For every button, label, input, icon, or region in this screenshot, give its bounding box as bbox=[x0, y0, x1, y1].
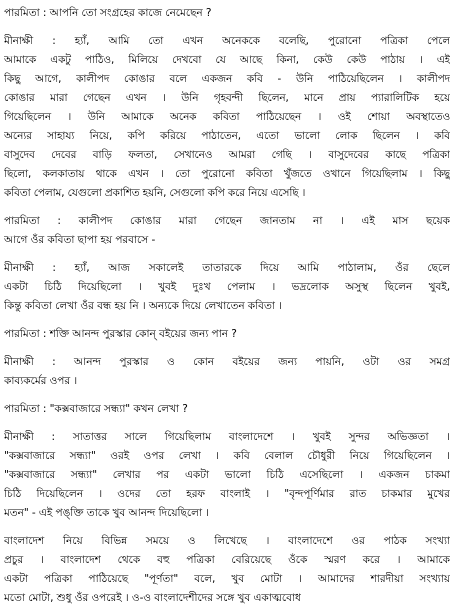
text-line: অন্যের সাহায্য নিয়ে, কপি করিয়ে পাঠাতেন, এতো ভালো লোক ছিলেন । কবি bbox=[4, 130, 450, 142]
text-line: মীনাক্ষী : হ্যাঁ, আজ সকালেই তাতারকে দিয়ে আমি পাঠালাম, ওঁর ছেলে bbox=[4, 262, 450, 274]
paragraph bbox=[4, 400, 450, 419]
text-line: প্রচুর । বাংলাদেশ থেকে বহু পত্রিকা বেরিয়েছে ওঁকে স্মরণ করে । আমাকে bbox=[4, 554, 450, 566]
text-line: পারমিতা : আপনি তো সংগ্রহের কাজে নেমেছেন ? bbox=[4, 7, 212, 19]
text-line: একটা চিঠি দিয়েছিলো । খুবই দুঃখ পেলাম । ভদ্রলোক অসুস্থ ছিলেন খুবই, bbox=[4, 281, 450, 293]
paragraph bbox=[4, 212, 450, 250]
paragraph bbox=[4, 532, 450, 608]
paragraph bbox=[4, 428, 450, 523]
text-line: কবিতা পেলাম, যেগুলো প্রকাশিত হয়নি, সেগুলো কপি করে নিয়ে এসেছি । bbox=[4, 187, 306, 199]
text-line: আগে ওঁর কবিতা ছাপা হয় পরবাসে - bbox=[4, 234, 156, 246]
text-line: কিন্তু কবিতা লেখা ওঁর বন্ধ হয় নি । অন্যকে দিয়ে লেখাতেন কবিতা । bbox=[4, 300, 282, 312]
paragraph bbox=[4, 4, 450, 23]
text-line: "কক্সবাজারে সন্ধ্যা" লেখার পর একটা ভালো চিঠি এসেছিলো । একজন চাকমা bbox=[4, 469, 450, 481]
text-line: একটা পত্রিকা পাঠিয়েছে "পূর্ণতা" বলে, খুব মোটা । আমাদের শারদীয়া সংখ্যায় bbox=[4, 573, 450, 585]
paragraph bbox=[4, 259, 450, 316]
text-line: ছিলো, কলকাতায় থাকে এখন । তো পুরোনো কবিতা খুঁজতে ওখানে গিয়েছিলাম । কিছু bbox=[4, 168, 450, 180]
text-line: বাংলাদেশ নিয়ে বিভিন্ন সময়ে ও লিখেছে । বাংলাদেশে ওর পাঠক সংখ্যা bbox=[4, 535, 450, 547]
text-line: কোঙার মারা গেছেন এখন । উনি গৃহবন্দী ছিলেন, মানে প্রায় প্যারালিটিক হয়ে bbox=[4, 92, 450, 104]
text-line: চিঠি দিয়েছিলেন । ওদের তো হরফ বাংলাই । "বৃন্দপূর্ণিমার রাত চাকমার মুখের bbox=[4, 488, 450, 500]
text-line: মীনাক্ষী : আনন্দ পুরস্কার ও কোন বইয়ের জন্য পায়নি, ওটা ওর সমগ্র bbox=[4, 356, 450, 368]
paragraph bbox=[4, 325, 450, 344]
text-line: বাসুদেব দেবের বাড়ি ফলতা, সেখানেও আমরা গেছি । বাসুদেবের কাছে পত্রিকা bbox=[4, 149, 450, 161]
text-line: মতন" - এই পঙ্‌ক্তি তাকে খুব আনন্দ দিয়েছিলো । bbox=[4, 507, 209, 519]
paragraph bbox=[4, 32, 450, 203]
text-line: কাব্যকর্মের ওপর । bbox=[4, 375, 78, 387]
text-line: পারমিতা : "কক্সবাজারে সন্ধ্যা" কখন লেখা ? bbox=[4, 403, 188, 415]
text-line: আমাকে একটু পাঠিও, মিলিয়ে দেখবো যে আছে কিনা, কেউ কেউ পাঠায় । এই bbox=[4, 54, 450, 66]
text-line: মীনাক্ষী : সাতাত্তর সালে গিয়েছিলাম বাংলাদেশে । খুবই সুন্দর অভিজ্ঞতা । bbox=[4, 431, 450, 443]
text-line: মতো মোটা, শুধু ওঁর ওপরেই । ও-ও বাংলাদেশীদের সঙ্গে খুব একাত্মবোধ bbox=[4, 592, 301, 604]
paragraph bbox=[4, 353, 450, 391]
text-line: মীনাক্ষী : হ্যাঁ, আমি তো এখন অনেককে বলেছি, পুরোনো পত্রিকা পেলে bbox=[4, 35, 450, 47]
text-line: কিছু আগে, কালীপদ কোঙার বলে একজন কবি - উনি পাঠিয়েছিলেন । কালীপদ bbox=[4, 73, 450, 85]
text-line: "কক্সবাজারে সন্ধ্যা" ওরই ওপর লেখা । কবি বেলাল চৌধুরী নিয়ে গিয়েছিলেন । bbox=[4, 450, 450, 462]
text-line: পারমিতা : কালীপদ কোঙার মারা গেছেন জানতাম না । এই মাস ছয়েক bbox=[4, 215, 450, 227]
text-line: পারমিতা : শক্তি আনন্দ পুরস্কার কোন্‌ বইয়ের জন্য পান ? bbox=[4, 328, 237, 340]
text-line: গিয়েছিলেন । উনি আমাকে অনেক কবিতা পাঠিয়েছেন । ওই শোয়া অবস্থাতেও bbox=[4, 111, 450, 123]
